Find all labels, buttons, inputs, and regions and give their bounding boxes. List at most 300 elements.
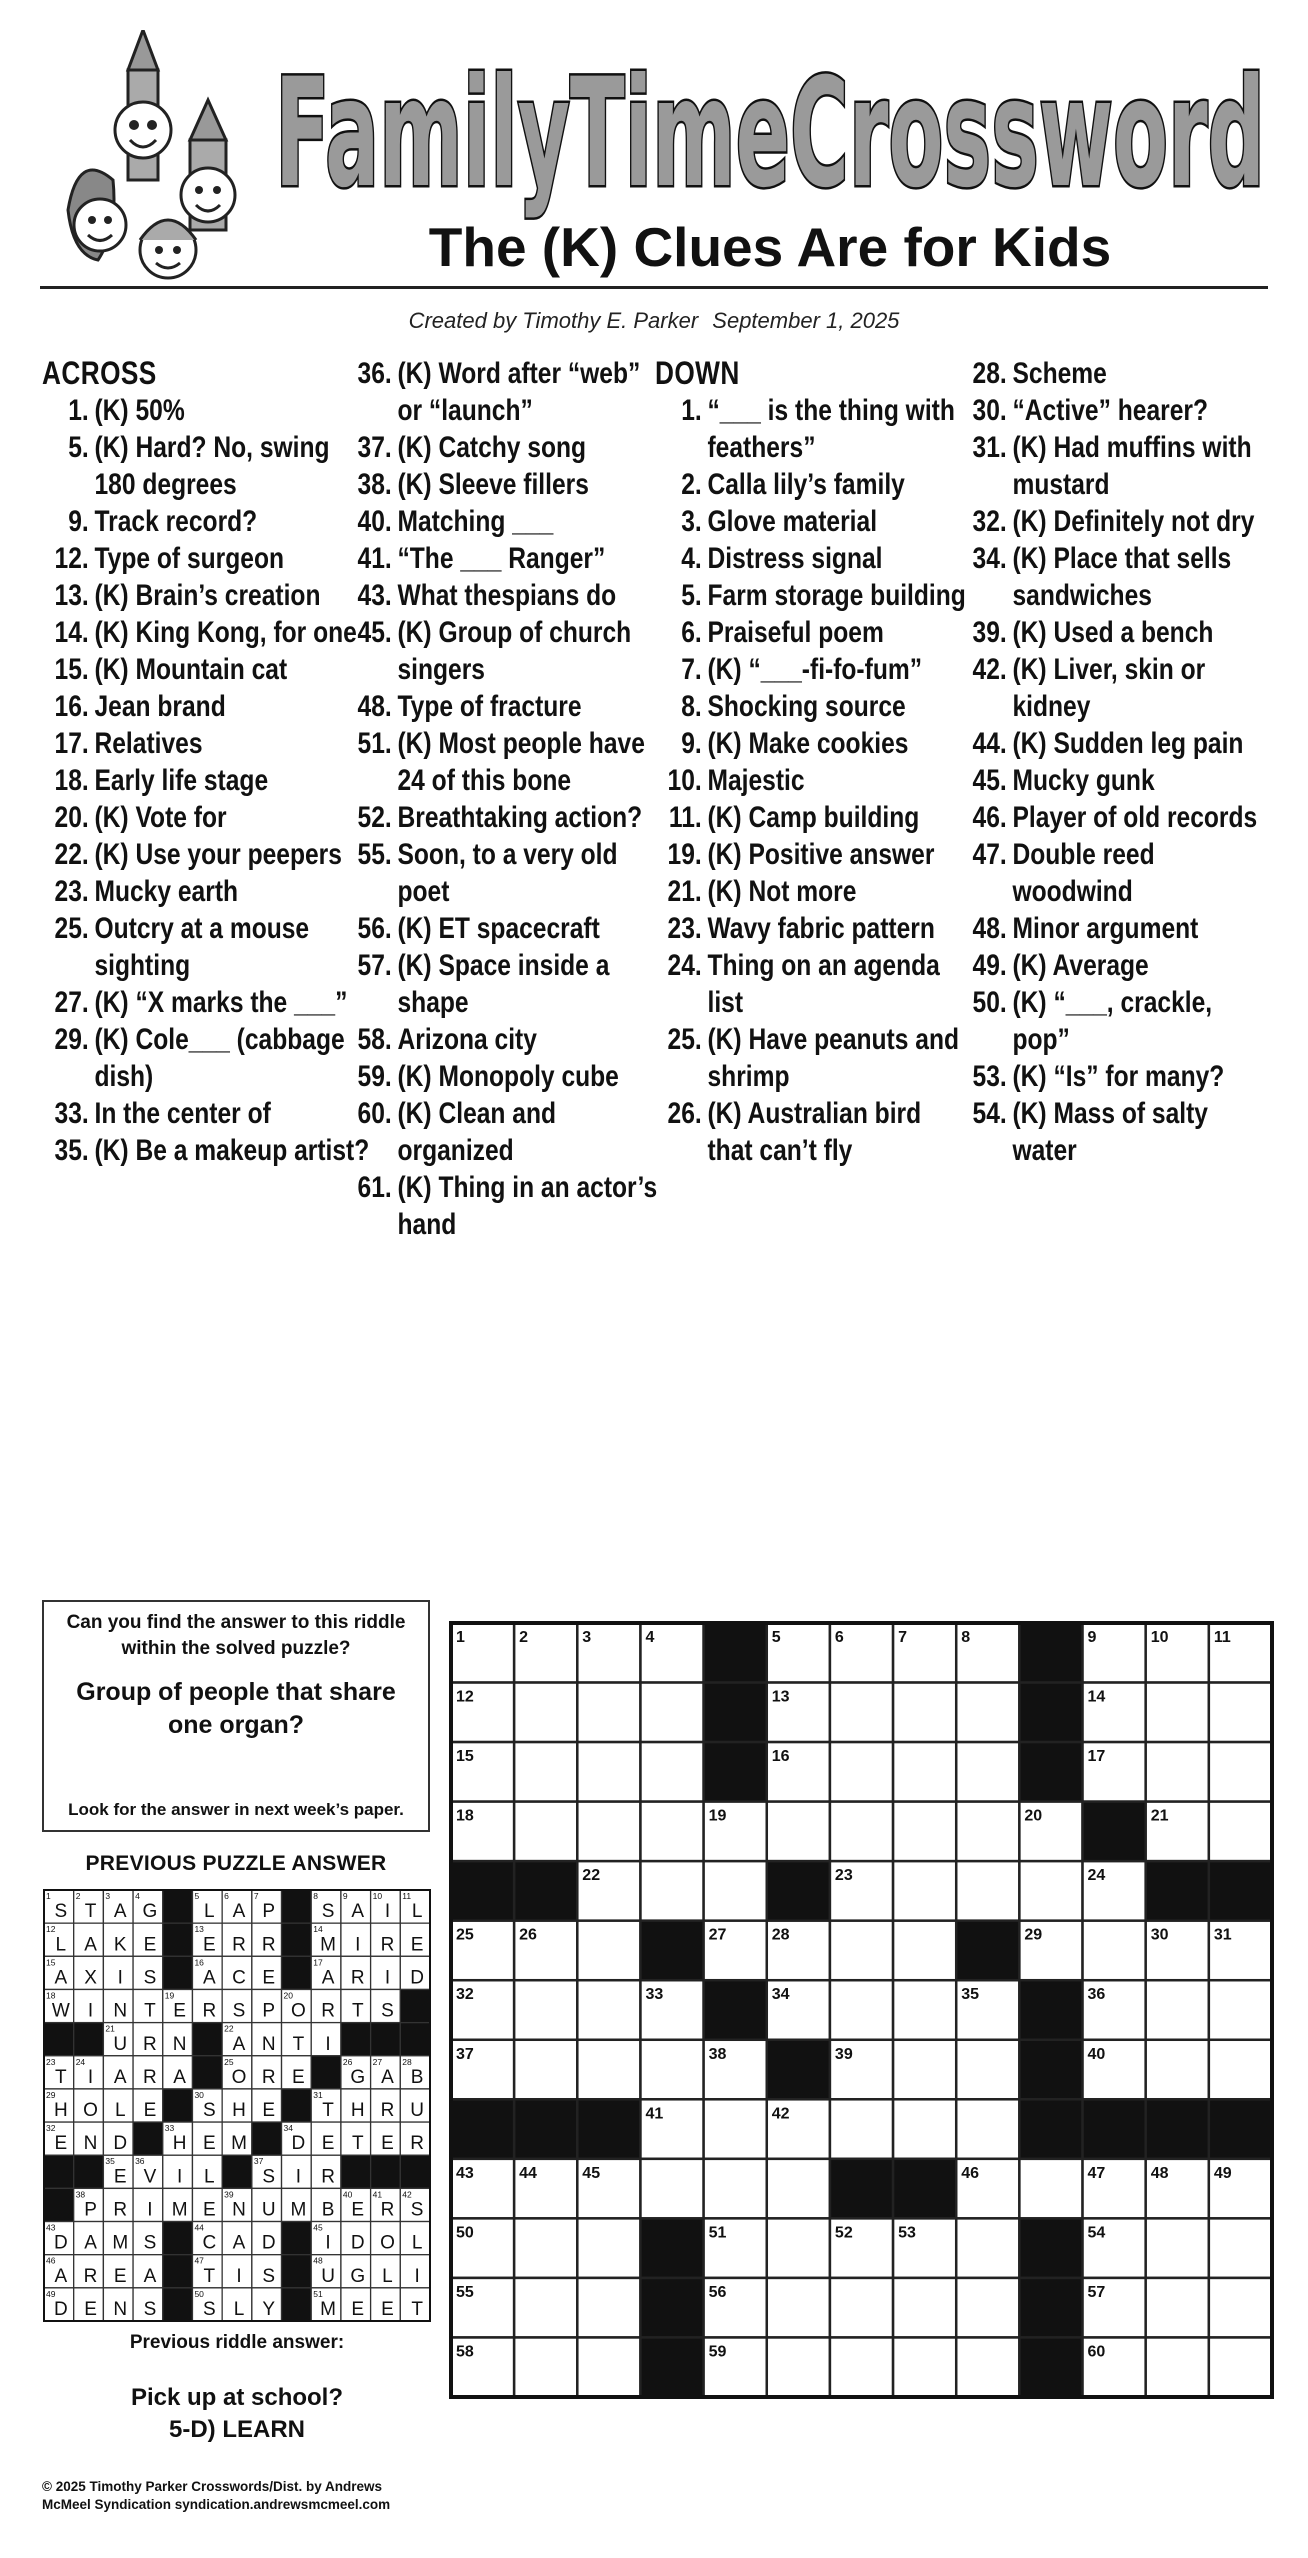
grid-block: [704, 1623, 767, 1683]
answer-letter: P: [262, 1901, 276, 1923]
answer-cell-number: 2: [75, 1891, 81, 1901]
grid-cell[interactable]: [830, 2278, 893, 2338]
across-heading: ACROSS: [42, 355, 157, 391]
clue-number: 34.: [972, 542, 1007, 575]
grid-cell[interactable]: [1209, 1683, 1272, 1743]
answer-block: [163, 1923, 193, 1956]
answer-letter: L: [411, 1901, 423, 1923]
grid-cell[interactable]: [830, 2099, 893, 2159]
clue-text: Glove material: [707, 505, 878, 538]
clue-text: (K) Sudden leg pain: [1012, 727, 1244, 760]
clue-text: “___ is the thing with feathers”: [707, 394, 955, 464]
clue-number: 11.: [668, 801, 702, 834]
grid-block: [1019, 1623, 1082, 1683]
clue-number: 10.: [667, 764, 702, 797]
clue-text: (K) Group of church singers: [397, 616, 632, 686]
grid-cell[interactable]: [956, 2218, 1019, 2278]
clue-number: 33.: [54, 1097, 89, 1130]
grid-cell[interactable]: [577, 1802, 640, 1862]
grid-cell[interactable]: [640, 1742, 703, 1802]
clue-text: (K) Monopoly cube: [397, 1060, 619, 1093]
grid-cell[interactable]: [640, 1802, 703, 1862]
grid-cell[interactable]: [704, 1861, 767, 1921]
grid-cell[interactable]: [830, 2337, 893, 2397]
clue-text: Outcry at a mouse sighting: [94, 912, 310, 982]
cell-number: 26: [519, 1926, 537, 1944]
answer-letter: R: [83, 2265, 98, 2287]
answer-letter: M: [171, 2199, 188, 2221]
cell-number: 22: [582, 1867, 601, 1885]
answer-cell-number: 45: [313, 2222, 323, 2233]
clue-number: 5.: [68, 431, 89, 464]
clue-item: [345, 503, 665, 540]
cell-number: 18: [456, 1807, 474, 1825]
grid-cell[interactable]: [640, 1861, 703, 1921]
answer-letter: E: [202, 2133, 216, 2155]
grid-cell[interactable]: [893, 2040, 956, 2100]
answer-letter: L: [233, 2299, 245, 2320]
grid-cell[interactable]: [1146, 1683, 1209, 1743]
answer-cell-number: 21: [105, 2023, 115, 2034]
clue-number: 19.: [667, 838, 702, 871]
clue-item: [345, 910, 665, 947]
grid-cell[interactable]: [956, 2099, 1019, 2159]
answer-cell-number: 18: [46, 1990, 56, 2001]
grid-cell[interactable]: [830, 1742, 893, 1802]
grid-cell[interactable]: [577, 2040, 640, 2100]
cell-number: 10: [1150, 1629, 1169, 1646]
clue-text: (K) Positive answer: [707, 838, 935, 871]
previous-riddle-label: Previous riddle answer:: [129, 2332, 345, 2353]
answer-letter: S: [202, 2100, 216, 2122]
answer-letter: K: [113, 1934, 127, 1956]
clue-item: [345, 355, 665, 429]
clue-item: [42, 799, 370, 836]
answer-block: [163, 1890, 193, 1923]
clue-item: [345, 688, 665, 725]
answer-letter: E: [381, 2299, 394, 2320]
answer-cell-number: 36: [135, 2156, 145, 2167]
grid-cell[interactable]: [1209, 2278, 1272, 2338]
clue-number: 23.: [667, 912, 702, 945]
previous-riddle: [42, 2382, 432, 2446]
answer-block: [44, 2188, 74, 2221]
grid-cell[interactable]: [577, 1742, 640, 1802]
grid-cell[interactable]: [1209, 2040, 1272, 2100]
grid-block: [893, 2159, 956, 2219]
grid-cell[interactable]: [1146, 2278, 1209, 2338]
grid-cell[interactable]: [767, 2159, 830, 2219]
grid-cell[interactable]: [956, 1742, 1019, 1802]
grid-cell[interactable]: [767, 2278, 830, 2338]
clue-item: [42, 1132, 370, 1169]
clue-number: 45.: [972, 764, 1007, 797]
grid-cell[interactable]: [893, 1861, 956, 1921]
answer-letter: V: [143, 2166, 157, 2188]
grid-cell[interactable]: [893, 2337, 956, 2397]
clue-text: (K) Clean and organized: [397, 1097, 557, 1167]
cell-number: 7: [898, 1629, 907, 1646]
clue-text: Wavy fabric pattern: [707, 912, 935, 945]
clue-item: [655, 1095, 967, 1169]
answer-cell-number: 41: [372, 2189, 383, 2200]
family-time-crossword-logo: [265, 35, 1275, 225]
grid-block: [577, 2099, 640, 2159]
answer-letter: A: [232, 1901, 246, 1923]
clue-number: 46.: [972, 801, 1007, 834]
grid-cell[interactable]: [956, 1683, 1019, 1743]
answer-letter: O: [290, 2000, 306, 2022]
grid-cell[interactable]: [1019, 2159, 1082, 2219]
answer-block: [282, 2288, 312, 2321]
cell-number: 30: [1150, 1926, 1169, 1944]
clue-item: [655, 910, 967, 947]
grid-block: [1019, 1980, 1082, 2040]
grid-cell[interactable]: [704, 2099, 767, 2159]
grid-cell[interactable]: [1146, 1980, 1209, 2040]
grid-block: [1019, 1683, 1082, 1743]
clue-text: Double reed woodwind: [1012, 838, 1155, 908]
grid-cell[interactable]: [514, 1683, 577, 1743]
cell-number: 14: [1087, 1688, 1106, 1706]
grid-cell[interactable]: [956, 1802, 1019, 1862]
cell-number: 51: [708, 2224, 727, 2242]
grid-block: [451, 1861, 514, 1921]
clue-item: [960, 1095, 1263, 1169]
clue-item: [655, 540, 967, 577]
answer-letter: A: [84, 1934, 97, 1956]
grid-cell[interactable]: [1146, 1742, 1209, 1802]
clue-text: (K) Place that sells sandwiches: [1012, 542, 1232, 612]
clue-text: Arizona city: [397, 1023, 537, 1056]
cell-number: 27: [708, 1926, 727, 1944]
answer-cell-number: 4: [135, 1891, 140, 1901]
clue-number: 48.: [972, 912, 1007, 945]
grid-cell[interactable]: [704, 2159, 767, 2219]
clue-text: (K) Cole___ (cabbage dish): [94, 1023, 345, 1093]
answer-letter: L: [382, 2265, 393, 2287]
clue-text: (K) Camp building: [707, 801, 920, 834]
grid-cell[interactable]: [514, 2040, 577, 2100]
grid-cell[interactable]: [956, 2040, 1019, 2100]
clue-item: [42, 910, 370, 984]
grid-cell[interactable]: [1209, 1742, 1272, 1802]
grid-cell[interactable]: [893, 2278, 956, 2338]
clue-number: 47.: [972, 838, 1007, 871]
grid-cell[interactable]: [830, 1683, 893, 1743]
clue-number: 9.: [68, 505, 89, 538]
grid-cell[interactable]: [767, 2218, 830, 2278]
clue-item: [345, 836, 665, 910]
answer-letter: D: [53, 2232, 68, 2254]
grid-cell[interactable]: [514, 1742, 577, 1802]
clue-text: (K) Space inside a shape: [397, 949, 610, 1019]
clues-column-3: [655, 355, 967, 1169]
clue-number: 30.: [972, 394, 1007, 427]
answer-letter: A: [54, 2265, 68, 2287]
grid-cell[interactable]: [893, 1921, 956, 1981]
clue-text: Calla lily’s family: [707, 468, 905, 501]
clue-number: 9.: [681, 727, 702, 760]
clue-number: 39.: [972, 616, 1007, 649]
answer-letter: N: [172, 2033, 187, 2055]
answer-cell-number: 43: [46, 2222, 56, 2233]
answer-letter: R: [380, 2199, 395, 2221]
answer-cell-number: 34: [283, 2123, 294, 2134]
answer-letter: E: [262, 2100, 276, 2122]
answer-letter: O: [231, 2066, 247, 2088]
answer-letter: D: [410, 1967, 425, 1989]
answer-letter: U: [261, 2199, 276, 2221]
answer-letter: T: [351, 2133, 364, 2155]
grid-block: [704, 1683, 767, 1743]
clue-number: 29.: [54, 1023, 89, 1056]
grid-block: [514, 1861, 577, 1921]
answer-letter: T: [203, 2265, 216, 2287]
clue-number: 3.: [681, 505, 702, 538]
clue-number: 6.: [681, 616, 702, 649]
grid-cell[interactable]: [1209, 2218, 1272, 2278]
clue-number: 8.: [681, 690, 702, 723]
answer-cell-number: 6: [224, 1891, 229, 1901]
cell-number: 3: [582, 1629, 592, 1646]
answer-letter: L: [411, 2232, 423, 2254]
cell-number: 20: [1024, 1807, 1043, 1825]
grid-block: [956, 1921, 1019, 1981]
pencil-mascots-illustration: [58, 30, 268, 285]
clue-item: [42, 1095, 370, 1132]
grid-cell[interactable]: [514, 2337, 577, 2397]
answer-block: [341, 2155, 371, 2188]
cell-number: 2: [519, 1629, 529, 1646]
clue-text: (K) Hard? No, swing 180 degrees: [94, 431, 330, 501]
grid-cell[interactable]: [893, 2099, 956, 2159]
clue-number: 56.: [357, 912, 392, 945]
clue-item: [42, 540, 370, 577]
grid-cell[interactable]: [577, 1980, 640, 2040]
answer-letter: S: [143, 1967, 157, 1989]
grid-cell[interactable]: [1146, 2218, 1209, 2278]
clue-text: What thespians do: [397, 579, 617, 612]
answer-cell-number: 3: [105, 1891, 111, 1901]
grid-cell[interactable]: [577, 1683, 640, 1743]
grid-cell[interactable]: [514, 1802, 577, 1862]
grid-cell[interactable]: [640, 1683, 703, 1743]
clue-number: 17.: [54, 727, 89, 760]
clue-item: [960, 1058, 1263, 1095]
answer-letter: E: [54, 2133, 68, 2155]
grid-cell[interactable]: [956, 1861, 1019, 1921]
answer-letter: A: [113, 2066, 127, 2088]
grid-cell[interactable]: [1146, 2337, 1209, 2397]
cell-number: 15: [456, 1748, 474, 1766]
clue-number: 59.: [357, 1060, 392, 1093]
grid-cell[interactable]: [577, 1921, 640, 1981]
grid-cell[interactable]: [956, 2278, 1019, 2338]
grid-cell[interactable]: [893, 1742, 956, 1802]
clue-number: 60.: [357, 1097, 392, 1130]
clue-number: 57.: [357, 949, 392, 982]
answer-letter: R: [143, 2033, 157, 2055]
puzzle-credit: [40, 308, 1268, 334]
answer-letter: E: [292, 2066, 305, 2088]
clue-item: [960, 429, 1263, 503]
answer-block: [282, 1923, 312, 1956]
clue-item: [655, 873, 967, 910]
clue-text: (K) Sleeve fillers: [397, 468, 589, 501]
answer-letter: D: [291, 2133, 306, 2155]
answer-letter: E: [84, 2299, 97, 2320]
clue-text: Scheme: [1012, 357, 1107, 390]
grid-cell[interactable]: [577, 2278, 640, 2338]
answer-block: [400, 1989, 430, 2022]
clue-text: Mucky gunk: [1012, 764, 1155, 797]
answer-block: [371, 2023, 401, 2056]
answer-block: [252, 2122, 282, 2155]
cell-number: 53: [898, 2224, 916, 2242]
answer-block: [163, 1956, 193, 1989]
copyright-line-1: © 2025 Timothy Parker Crosswords/Dist. by Andrews: [42, 2479, 383, 2494]
clue-number: 50.: [972, 986, 1007, 1019]
answer-cell-number: 42: [402, 2189, 412, 2200]
clue-number: 41.: [357, 542, 392, 575]
answer-letter: M: [290, 2199, 307, 2221]
grid-cell[interactable]: [893, 1802, 956, 1862]
answer-block: [192, 2056, 222, 2089]
answer-block: [163, 2255, 193, 2288]
grid-cell[interactable]: [830, 1980, 893, 2040]
clue-number: 55.: [357, 838, 392, 871]
grid-cell[interactable]: [577, 2337, 640, 2397]
grid-cell[interactable]: [577, 2218, 640, 2278]
clue-item: [655, 799, 967, 836]
clue-text: Mucky earth: [94, 875, 239, 908]
clue-item: [960, 355, 1263, 392]
grid-cell[interactable]: [514, 2278, 577, 2338]
clue-item: [655, 651, 967, 688]
answer-letter: E: [410, 1934, 424, 1956]
grid-cell[interactable]: [640, 2159, 703, 2219]
answer-cell-number: 24: [75, 2056, 86, 2067]
grid-cell[interactable]: [514, 1980, 577, 2040]
answer-letter: I: [236, 2265, 242, 2287]
answer-letter: R: [380, 2100, 395, 2122]
cell-number: 45: [582, 2164, 601, 2182]
answer-letter: A: [173, 2066, 186, 2088]
clue-number: 25.: [667, 1023, 702, 1056]
answer-letter: A: [143, 2265, 157, 2287]
clue-text: (K) Mountain cat: [94, 653, 288, 686]
clue-item: [655, 947, 967, 1021]
answer-letter: I: [384, 1967, 391, 1989]
answer-letter: T: [351, 2000, 364, 2022]
grid-cell[interactable]: [830, 1802, 893, 1862]
answer-letter: R: [321, 2166, 335, 2188]
answer-cell-number: 37: [253, 2156, 264, 2167]
clue-number: 43.: [357, 579, 392, 612]
grid-cell[interactable]: [1209, 1980, 1272, 2040]
cell-number: 16: [771, 1748, 790, 1766]
clue-number: 21.: [667, 875, 702, 908]
answer-letter: T: [144, 2000, 156, 2022]
grid-block: [830, 2159, 893, 2219]
answer-letter: H: [53, 2100, 68, 2122]
answer-cell-number: 29: [46, 2089, 56, 2100]
clue-item: [42, 503, 370, 540]
grid-cell[interactable]: [640, 2040, 703, 2100]
clue-number: 14.: [54, 616, 89, 649]
clue-text: (K) Definitely not dry: [1012, 505, 1255, 538]
clues-column-4: [960, 355, 1263, 1169]
answer-block: [74, 2155, 104, 2188]
grid-cell[interactable]: [893, 1683, 956, 1743]
cell-number: 49: [1213, 2164, 1232, 2182]
cell-number: 40: [1087, 2045, 1106, 2063]
copyright-line-2: McMeel Syndication syndication.andrewsmcmeel.com: [42, 2497, 391, 2512]
clue-item: [42, 577, 370, 614]
grid-cell[interactable]: [1083, 1921, 1146, 1981]
grid-cell[interactable]: [514, 2218, 577, 2278]
clue-text: Breathtaking action?: [397, 801, 643, 834]
grid-block: [1146, 1861, 1209, 1921]
clue-text: Praiseful poem: [707, 616, 884, 649]
cell-number: 38: [708, 2045, 727, 2063]
clue-item: [960, 614, 1263, 651]
grid-cell[interactable]: [767, 1802, 830, 1862]
grid-cell[interactable]: [830, 1921, 893, 1981]
answer-letter: D: [261, 2232, 276, 2254]
clue-item: [655, 392, 967, 466]
answer-cell-number: 23: [46, 2056, 56, 2067]
grid-cell[interactable]: [1146, 2040, 1209, 2100]
clue-item: [960, 799, 1263, 836]
grid-cell[interactable]: [1209, 1802, 1272, 1862]
answer-letter: E: [143, 1934, 157, 1956]
answer-letter: S: [262, 2265, 276, 2287]
clue-text: (K) Use your peepers: [94, 838, 342, 871]
answer-cell-number: 28: [402, 2056, 412, 2067]
clue-item: [345, 725, 665, 799]
clue-item: [960, 651, 1263, 725]
grid-block: [704, 1742, 767, 1802]
answer-letter: M: [320, 2299, 336, 2320]
cell-number: 47: [1087, 2164, 1106, 2182]
clue-item: [655, 725, 967, 762]
clue-number: 32.: [972, 505, 1007, 538]
answer-letter: D: [53, 2299, 68, 2320]
answer-block: [44, 2155, 74, 2188]
cell-number: 50: [456, 2224, 474, 2242]
cell-number: 4: [645, 1629, 655, 1646]
clue-text: Type of surgeon: [94, 542, 285, 575]
crossword-grid: [448, 1620, 1275, 2400]
answer-letter: L: [114, 2100, 126, 2122]
grid-cell[interactable]: [893, 1980, 956, 2040]
answer-letter: I: [325, 2033, 331, 2055]
grid-cell[interactable]: [1019, 1861, 1082, 1921]
cell-number: 5: [771, 1629, 781, 1646]
answer-cell-number: 12: [46, 1924, 56, 1935]
answer-cell-number: 44: [194, 2222, 204, 2233]
previous-riddle-answer: 5-D) LEARN: [169, 2416, 305, 2443]
cell-number: 39: [834, 2045, 853, 2063]
answer-letter: I: [147, 2199, 153, 2221]
clue-text: (K) Most people have 24 of this bone: [397, 727, 645, 797]
grid-cell[interactable]: [1209, 2337, 1272, 2397]
grid-cell[interactable]: [767, 2337, 830, 2397]
grid-cell[interactable]: [956, 2337, 1019, 2397]
answer-block: [222, 2155, 252, 2188]
